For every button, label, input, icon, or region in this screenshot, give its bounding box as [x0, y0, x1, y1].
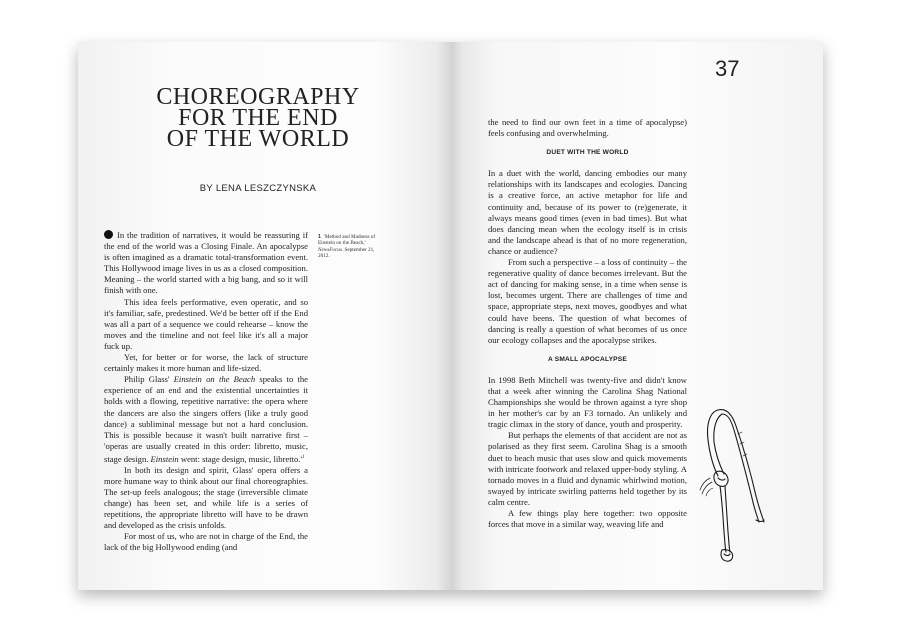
footnote-source: NewsFocus [318, 246, 342, 253]
footnote: 1 'Method and Madness of Einstein on the Beach,' NewsFocus. September 21, 2012. [318, 234, 376, 260]
paragraph: This idea feels performative, even operatic, and so it's familiar, safe, predestined. We'd be better off if the End was all a part of a sequence we could rehearse – know the moves and the timeline and not feel like it's all a major fuck up. [104, 296, 308, 351]
paragraph: But perhaps the elements of that accident are not as polarised as they first seem. Carolina Shag is a smooth duet to beach music that uses slow and quick movements with intricate footwork and relaxed upper-body styling. A tornado moves in a fluid and dynamic whirlwind motion, swayed by intricate swirling patterns held together by its calm centre. [488, 430, 687, 507]
paragraph: Philip Glass' Einstein on the Beach speaks to the experience of an end and the existential uncertainties it holds with a flowing, repetitive narrative: the opera where the dancers are also the singers offers (like a truly good dance) a subliminal message but not a hard conclusion. This is possible because it wasn't built narrative first – 'operas are usually created in this order: libretto, music, stage design. Einstein went: stage design, music, $libretto.'^1$ [104, 374, 308, 464]
paragraph: In 1998 Beth Mitchell was twenty-five and didn't know that a week after winning the Carolina Shag National Championships she would be thrown against a tyre shop in her mother's car by an F3 tornado. An unlikely and tragic climax in the story of dance, youth and prosperity. [488, 374, 687, 430]
dancer-sketch-illustration [696, 404, 766, 564]
footnote-ref: 1 [302, 454, 305, 460]
article-title [138, 84, 378, 152]
section-heading: A SMALL APOCALYPSE [548, 355, 627, 363]
paragraph: In the tradition of narratives, it would be reassuring if the end of the world was a Closing Finale. An apocalypse is often imagined as a dramatic total-transformation event. This Hollywood image lives in us as a closed composition. Meaning – the world started with a big bang, and so it will finish with one. [104, 230, 308, 296]
section-heading: DUET WITH THE WORLD [546, 149, 629, 157]
paragraph: For most of us, who are not in charge of the End, the lack of the big Hollywood ending (and [104, 531, 308, 553]
left-text-column [104, 230, 308, 554]
magazine-spread [78, 42, 823, 590]
right-page [451, 42, 823, 590]
left-page [78, 42, 451, 590]
paragraph: A few things play here together: two opposite forces that move in a similar way, weaving life and [488, 508, 687, 530]
paragraph: the need to find our own feet in a time of apocalypse) feels confusing and overwhelming. [488, 117, 687, 139]
paragraph: Yet, for better or for worse, the lack of structure certainly makes it more human and life-sized. [104, 352, 308, 374]
footnote-number: 1 [318, 234, 321, 240]
right-text-column [488, 117, 687, 530]
paragraph: In a duet with the world, dancing embodies our many relationships with its landscapes and ecologies. Dancing is a creative force, an active metaphor for life and continuity and, because of its power to (re)generate, it always means good times (even in bad times). But what does dancing mean when the ecology itself is in crisis and the landscape ahead is that of no more regeneration, chance or audience? [488, 168, 687, 256]
title-line-1: CHOREOGRAPHY [156, 84, 360, 110]
title-line-3: OF THE WORLD [166, 126, 350, 152]
page-number: 37 [715, 56, 740, 81]
work-title: Einstein on the Beach [173, 374, 256, 385]
bullet-icon [104, 230, 113, 239]
byline: BY LENA LESZCZYNSKA [199, 183, 317, 194]
paragraph: From such a perspective – a loss of continuity – the regenerative quality of dance becomes irrelevant. But the act of dancing for making sense, in a time when sense is lost, becomes urgent. There are challenges of time and space, appropriate steps, next moves, goodbyes and what could have beens. The question of what becomes of dancing is really a question of what becomes of us once our ecology collapses and the apocalypse strikes. [488, 257, 687, 345]
title-line-2: FOR THE END [178, 105, 338, 131]
paragraph: In both its design and spirit, Glass' opera offers a more humane way to think about our final choreographies. The set-up feels analogous; the stage (irreversible climate change) has been set, and while life is a series of repetitions, the appropriate libretto will have to be drawn and developed as the crisis unfolds. [104, 464, 308, 531]
